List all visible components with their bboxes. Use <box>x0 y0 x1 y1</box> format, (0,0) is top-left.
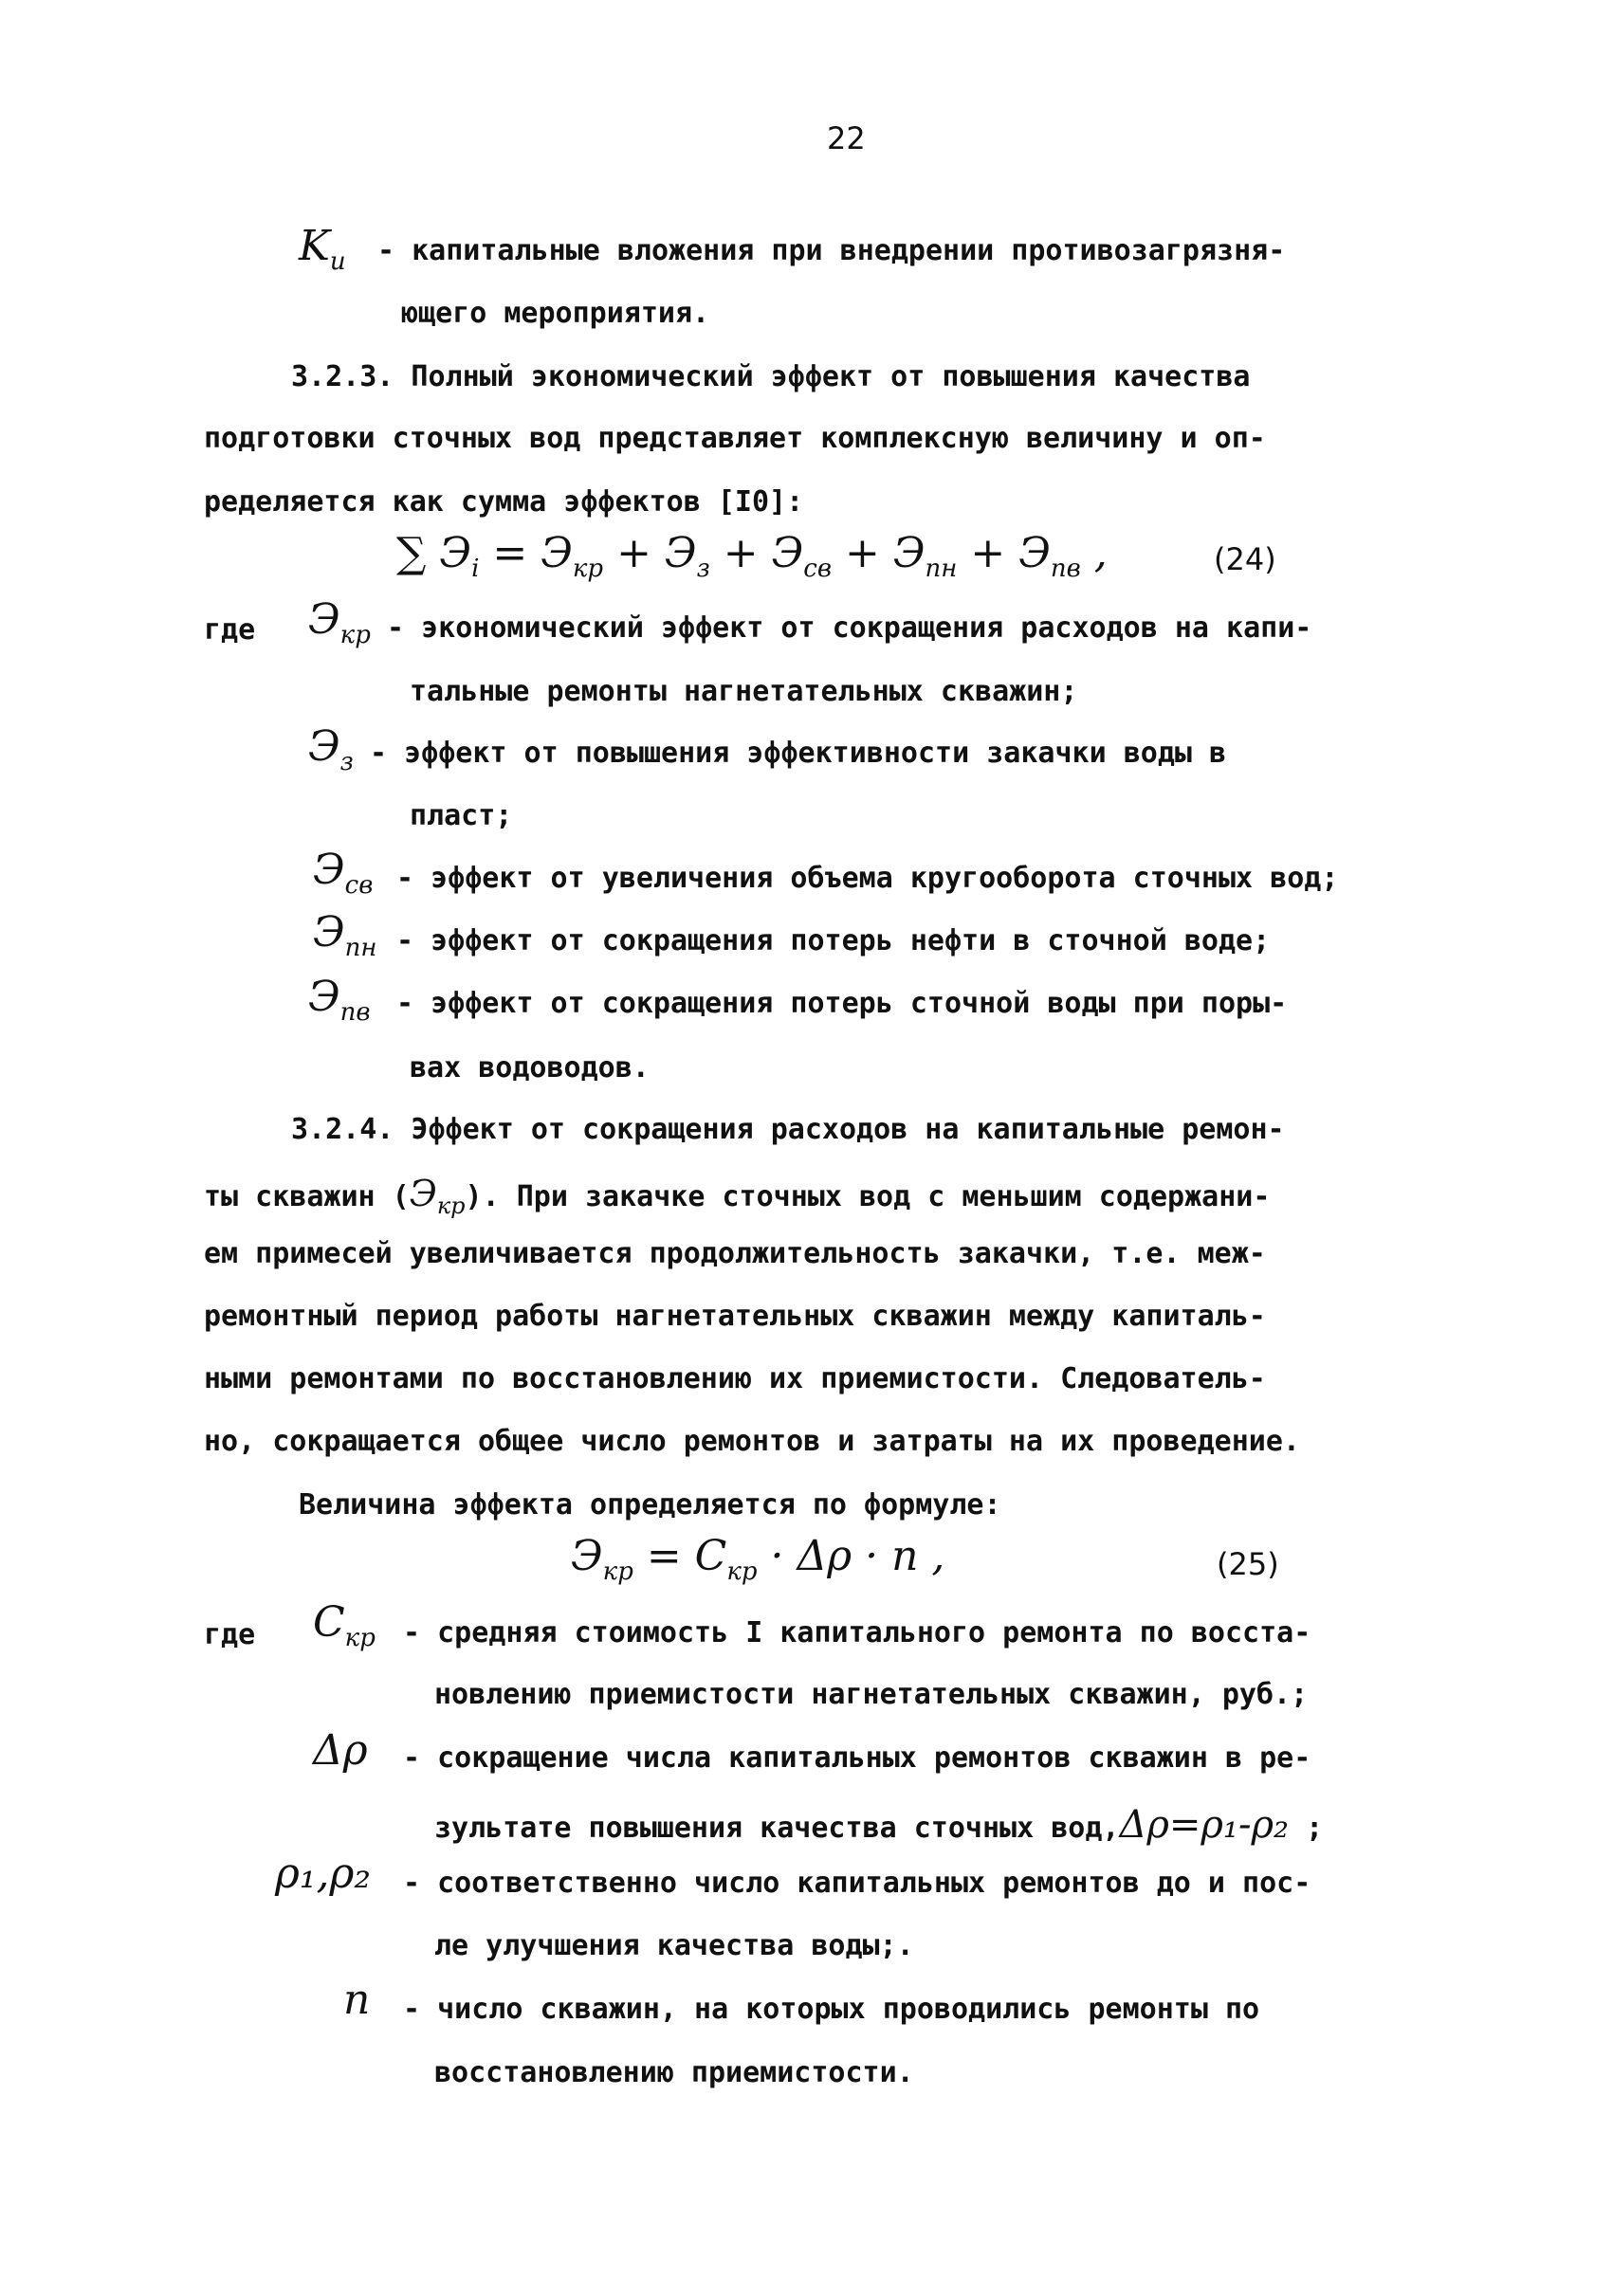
def-line: - экономический эффект от сокращения расходов на капи- <box>387 611 1312 645</box>
equation-number: (24) <box>1214 541 1276 577</box>
symbol-n: n <box>343 1976 371 2024</box>
symbol-delta-rho: Δρ <box>313 1726 368 1775</box>
def-line: - капитальные вложения при внедрении противозагрязня- <box>377 234 1286 267</box>
def-line: пласт; <box>410 799 513 832</box>
def-line: - эффект от сокращения потерь сточной воды при поры- <box>396 987 1288 1020</box>
def-line: - эффект от увеличения объема кругооборота сточных вод; <box>396 862 1339 895</box>
equation-24: ∑ $Э_i = Э_{кр} + Э_з + Э_{св} + Э_{пн} + Э_{пв}$ , <box>396 529 1108 583</box>
symbol-c-kr: $C_{кр}$ <box>313 1598 376 1652</box>
symbol-k-i: $K_и$ <box>299 222 346 276</box>
paragraph-line: подготовки сточных вод представляет комплексную величину и оп- <box>204 422 1266 455</box>
def-line: - эффект от сокращения потерь нефти в сточной воде; <box>396 924 1271 957</box>
def-line: - число скважин, на которых проводились ремонты по <box>403 1993 1260 2026</box>
def-line: - средняя стоимость I капитального ремонта по восста- <box>403 1616 1311 1649</box>
def-line: ющего мероприятия. <box>401 297 710 330</box>
equation-number: (25) <box>1217 1546 1279 1582</box>
paragraph-line: 3.2.4. Эффект от сокращения расходов на капитальные ремон- <box>291 1113 1285 1146</box>
paragraph-line: но, сокращается общее число ремонтов и затраты на их проведение. <box>204 1425 1300 1458</box>
def-line: восстановлению приемистости. <box>434 2056 914 2089</box>
paragraph-line: 3.2.3. Полный экономический эффект от повышения качества <box>291 360 1251 393</box>
equation-25: $Э_{кр} = C_{кр} \cdot \Delta\rho \cdot n$ , <box>571 1532 945 1586</box>
paragraph-line: ными ремонтами по восстановлению их приемистости. Следователь- <box>204 1362 1266 1395</box>
where-label: где <box>204 1618 256 1651</box>
def-line: новлению приемистости нагнетательных скважин, руб.; <box>434 1678 1309 1711</box>
def-line: тальные ремонты нагнетательных скважин; <box>410 675 1078 708</box>
paragraph-line: ремонтный период работы нагнетательных скважин между капиталь- <box>204 1300 1266 1333</box>
symbol-e-kr: $Э_{кр}$ <box>308 595 371 649</box>
page-number: 22 <box>827 120 866 156</box>
def-line: зультате повышения качества сточных вод,Δρ=ρ₁-ρ₂ ; <box>434 1803 1324 1847</box>
symbol-e-z: $Э_з$ <box>308 722 354 776</box>
def-line: - соответственно число капитальных ремонтов до и пос- <box>403 1867 1311 1900</box>
def-line: ле улучшения качества воды;. <box>434 1929 914 1962</box>
def-line: - эффект от повышения эффективности закачки воды в <box>370 737 1227 770</box>
symbol-e-pv: $Э_{пв}$ <box>308 973 371 1027</box>
paragraph-line: ределяется как сумма эффектов [I0]: <box>204 485 804 519</box>
def-line: - сокращение числа капитальных ремонтов скважин в ре- <box>403 1741 1311 1775</box>
where-label: где <box>204 613 256 647</box>
symbol-rho1-rho2: ρ₁,ρ₂ <box>275 1850 371 1898</box>
def-line: вах водоводов. <box>410 1051 650 1084</box>
paragraph-line: ты скважин $(Э_{кр})$. При закачке сточных вод с меньшим содержани- <box>204 1173 1271 1219</box>
paragraph-line: Величина эффекта определяется по формуле: <box>299 1488 1001 1522</box>
symbol-e-sv: $Э_{св}$ <box>313 846 374 900</box>
paragraph-line: ем примесей увеличивается продолжительность закачки, т.е. меж- <box>204 1237 1266 1270</box>
symbol-e-pn: $Э_{пн}$ <box>313 908 377 962</box>
